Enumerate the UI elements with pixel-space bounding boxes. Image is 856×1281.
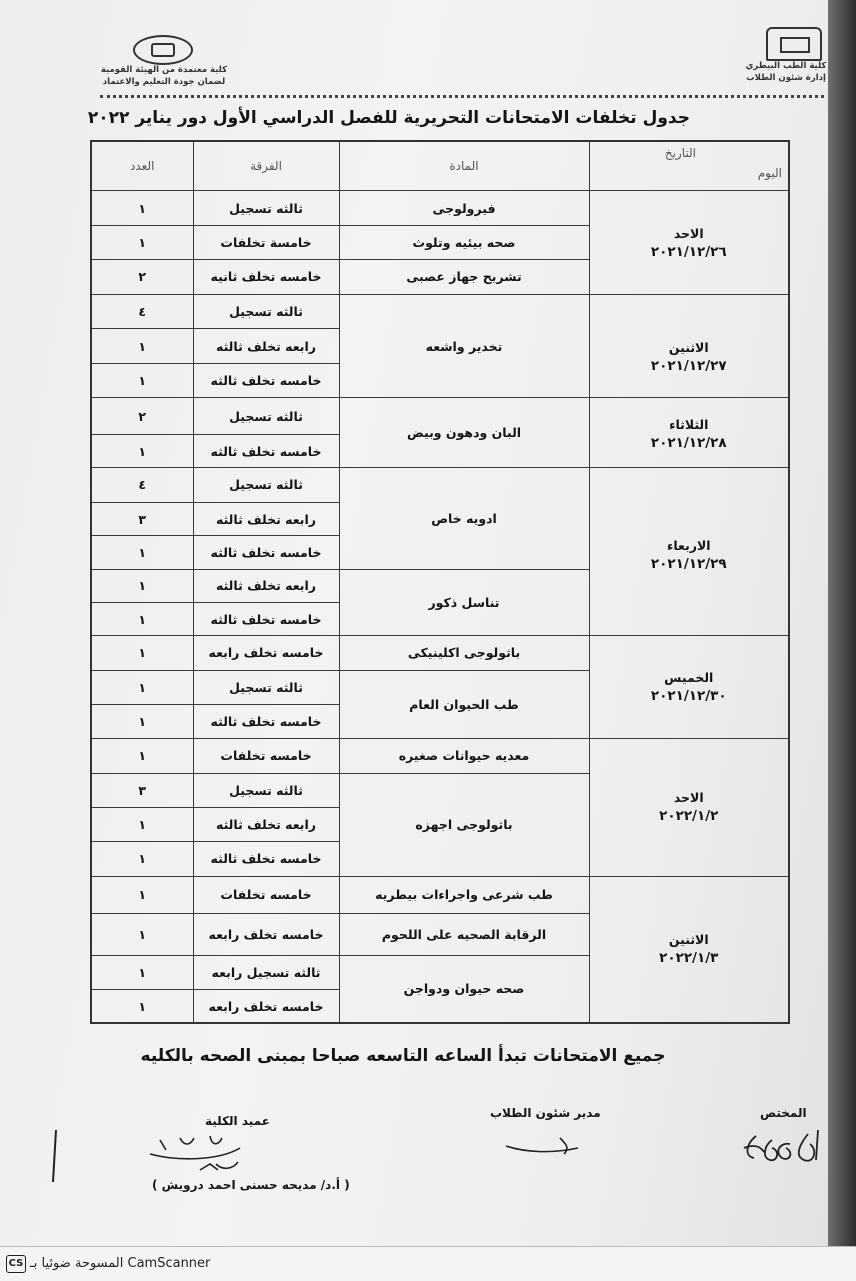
date-cell [589, 739, 789, 876]
camscanner-logo-icon: CS [6, 1255, 26, 1273]
subject-cell: تناسل ذكور [339, 569, 589, 636]
date-cell [589, 636, 789, 739]
dean-name: ( أ.د/ مديحه حسنى احمد درويش ) [152, 1178, 350, 1192]
group-cell: ثالثه تسجيل [193, 398, 339, 435]
group-cell: خامسه تخلف رابعه [193, 914, 339, 956]
manager-signature [500, 1128, 590, 1162]
group-cell: رابعه تخلف ثالثه [193, 329, 339, 363]
exam-date: ٢٠٢١/١٢/٢٨ [650, 435, 727, 452]
day-name: الخميس [664, 670, 714, 686]
group-cell: خامسه تخلفات [193, 876, 339, 913]
count-cell: ١ [91, 990, 193, 1024]
subject-cell: طب الحيوان العام [339, 670, 589, 739]
group-cell: خامسة تخلفات [193, 226, 339, 259]
exam-date: ٢٠٢١/١٢/٢٦ [650, 243, 727, 260]
faculty-header [744, 60, 828, 84]
table-row [91, 636, 789, 670]
group-cell: خامسه تخلف ثالثه [193, 363, 339, 397]
exam-date: ٢٠٢١/١٢/٣٠ [650, 688, 727, 705]
header-day: اليوم [757, 166, 782, 180]
count-cell: ٣ [91, 503, 193, 536]
day-name: الثلاثاء [669, 417, 709, 433]
date-cell [589, 191, 789, 295]
subject-cell: فيرولوجى [339, 191, 589, 226]
count-cell: ١ [91, 670, 193, 704]
responsible-title: المختص [760, 1106, 807, 1120]
count-cell: ١ [91, 226, 193, 259]
count-cell: ١ [91, 363, 193, 397]
count-cell: ١ [91, 914, 193, 956]
count-cell: ١ [91, 603, 193, 636]
count-cell: ١ [91, 842, 193, 876]
table-row [91, 295, 789, 329]
subject-cell: صحه بيئيه وتلوث [339, 226, 589, 259]
exam-date: ٢٠٢٢/١/٣ [659, 950, 719, 967]
exam-time-note: جميع الامتحانات تبدأ الساعه التاسعه صباحا بمبنى الصحه بالكليه [140, 1046, 666, 1066]
count-cell: ١ [91, 807, 193, 841]
subject-cell: تخدير واشعه [339, 295, 589, 398]
date-cell [589, 876, 789, 1023]
header-date-day [589, 141, 789, 191]
group-cell: خامسه تخلف رابعه [193, 990, 339, 1024]
dean-title: عميد الكلية [205, 1114, 270, 1128]
header-divider [100, 95, 824, 98]
exam-date: ٢٠٢١/١٢/٢٩ [650, 555, 727, 572]
accreditation-line-2: لضمان جودة التعليم والاعتماد [102, 77, 226, 87]
group-cell: ثالثه تسجيل [193, 773, 339, 807]
table-row [91, 876, 789, 913]
exam-date: ٢٠٢٢/١/٢ [659, 808, 719, 825]
group-cell: خامسه تخلف ثالثه [193, 603, 339, 636]
group-cell: خامسه تخلف رابعه [193, 636, 339, 670]
group-cell: خامسه تخلف ثانيه [193, 259, 339, 294]
count-cell: ١ [91, 435, 193, 467]
group-cell: ثالثه تسجيل [193, 670, 339, 704]
group-cell: رابعه تخلف ثالثه [193, 503, 339, 536]
group-cell: خامسه تخلف ثالثه [193, 435, 339, 467]
count-cell: ٤ [91, 467, 193, 502]
accreditation-header [100, 64, 228, 88]
subject-cell: معديه حيوانات صغيره [339, 739, 589, 773]
day-name: الاثنين [668, 932, 709, 948]
subject-cell: الرقابة الصحيه على اللحوم [339, 914, 589, 956]
count-cell: ١ [91, 739, 193, 773]
group-cell: ثالثه تسجيل [193, 295, 339, 329]
exam-date: ٢٠٢١/١٢/٢٧ [650, 358, 727, 375]
date-cell [589, 467, 789, 636]
count-cell: ٣ [91, 773, 193, 807]
day-name: الاحد [673, 225, 704, 241]
group-cell: رابعه تخلف ثالثه [193, 569, 339, 602]
count-cell: ١ [91, 191, 193, 226]
group-cell: خامسه تخلف ثالثه [193, 842, 339, 876]
count-cell: ٢ [91, 398, 193, 435]
subject-cell: ادويه خاص [339, 467, 589, 569]
table-row [91, 191, 789, 226]
count-cell: ١ [91, 536, 193, 569]
count-cell: ١ [91, 329, 193, 363]
count-cell: ١ [91, 569, 193, 602]
university-seal-logo [133, 35, 193, 65]
date-cell [589, 398, 789, 468]
count-cell: ١ [91, 704, 193, 738]
faculty-logo [766, 27, 822, 61]
day-name: الاثنين [668, 340, 709, 356]
subject-cell: طب شرعى واجراءات بيطريه [339, 876, 589, 913]
document-title: جدول تخلفات الامتحانات التحريرية للفصل الدراسي الأول دور يناير ٢٠٢٢ [87, 108, 690, 128]
group-cell: خامسه تخلفات [193, 739, 339, 773]
dean-signature [120, 1122, 270, 1180]
faculty-name: كلية الطب البيطري [745, 61, 827, 71]
subject-cell: صحه حيوان ودواجن [339, 955, 589, 1023]
header-group: الفرقة [193, 141, 339, 191]
responsible-signature [738, 1122, 826, 1166]
day-name: الاحد [673, 790, 704, 806]
count-cell: ١ [91, 876, 193, 913]
count-cell: ٢ [91, 259, 193, 294]
camscanner-watermark: المسوحة ضوئيا بـ CamScanner [30, 1256, 211, 1271]
day-name: الاربعاء [666, 537, 711, 553]
date-cell [589, 295, 789, 398]
department-name: إدارة شئون الطلاب [746, 73, 826, 83]
table-row [91, 467, 789, 502]
group-cell: خامسه تخلف ثالثه [193, 536, 339, 569]
group-cell: خامسه تخلف ثالثه [193, 704, 339, 738]
group-cell: ثالثه تسجيل [193, 467, 339, 502]
table-row [91, 398, 789, 435]
accreditation-line-1: كلية معتمدة من الهيئة القومية [100, 65, 228, 75]
group-cell: ثالثه تسجيل رابعه [193, 955, 339, 989]
subject-cell: باثولوجى اكلينيكى [339, 636, 589, 670]
count-cell: ٤ [91, 295, 193, 329]
table-row [91, 739, 789, 773]
table-header-row [91, 141, 789, 191]
count-cell: ١ [91, 955, 193, 989]
subject-cell: تشريح جهاز عصبى [339, 259, 589, 294]
count-cell: ١ [91, 636, 193, 670]
affairs-manager-title: مدير شئون الطلاب [490, 1106, 601, 1120]
subject-cell: البان ودهون وبيض [339, 398, 589, 468]
header-count: العدد [91, 141, 193, 191]
header-subject: المادة [339, 141, 589, 191]
camscanner-footer [0, 1246, 856, 1281]
exam-schedule-table [90, 140, 790, 1024]
scan-edge-shadow [828, 0, 856, 1246]
header-date: التاريخ [664, 146, 696, 160]
group-cell: ثالثه تسجيل [193, 191, 339, 226]
margin-stroke [50, 1128, 60, 1184]
subject-cell: باثولوجى اجهزه [339, 773, 589, 876]
group-cell: رابعه تخلف ثالثه [193, 807, 339, 841]
